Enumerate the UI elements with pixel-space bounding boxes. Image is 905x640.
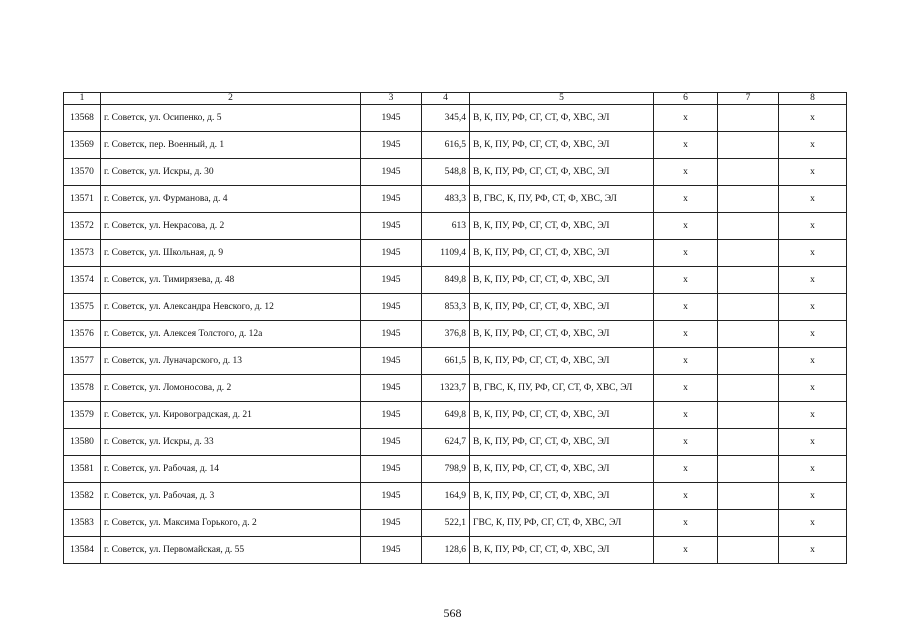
area-cell: 522,1 — [422, 510, 470, 537]
mark-cell-8: х — [779, 429, 847, 456]
mark-cell-6: х — [654, 402, 718, 429]
mark-cell-8: х — [779, 186, 847, 213]
year-cell: 1945 — [361, 240, 422, 267]
mark-cell-8: х — [779, 132, 847, 159]
mark-cell-7 — [718, 483, 779, 510]
area-cell: 376,8 — [422, 321, 470, 348]
record-number-cell: 13570 — [64, 159, 101, 186]
address-cell: г. Советск, пер. Военный, д. 1 — [101, 132, 361, 159]
mark-cell-6: х — [654, 375, 718, 402]
utilities-cell: В, К, ПУ, РФ, СГ, СТ, Ф, ХВС, ЭЛ — [470, 267, 654, 294]
mark-cell-6: х — [654, 105, 718, 132]
table-row — [64, 186, 847, 213]
column-header: 8 — [779, 93, 847, 105]
mark-cell-8: х — [779, 105, 847, 132]
mark-cell-8: х — [779, 321, 847, 348]
address-cell: г. Советск, ул. Первомайская, д. 55 — [101, 537, 361, 564]
year-cell: 1945 — [361, 132, 422, 159]
mark-cell-6: х — [654, 132, 718, 159]
address-cell: г. Советск, ул. Кировоградская, д. 21 — [101, 402, 361, 429]
utilities-cell: В, К, ПУ, РФ, СГ, СТ, Ф, ХВС, ЭЛ — [470, 159, 654, 186]
table-row — [64, 456, 847, 483]
column-header: 2 — [101, 93, 361, 105]
address-cell: г. Советск, ул. Ломоносова, д. 2 — [101, 375, 361, 402]
mark-cell-7 — [718, 267, 779, 294]
address-cell: г. Советск, ул. Осипенко, д. 5 — [101, 105, 361, 132]
utilities-cell: В, К, ПУ, РФ, СГ, СТ, Ф, ХВС, ЭЛ — [470, 213, 654, 240]
record-number-cell: 13584 — [64, 537, 101, 564]
table-row — [64, 321, 847, 348]
area-cell: 613 — [422, 213, 470, 240]
mark-cell-6: х — [654, 213, 718, 240]
mark-cell-6: х — [654, 348, 718, 375]
record-number-cell: 13573 — [64, 240, 101, 267]
mark-cell-7 — [718, 240, 779, 267]
column-header: 3 — [361, 93, 422, 105]
area-cell: 853,3 — [422, 294, 470, 321]
area-cell: 849,8 — [422, 267, 470, 294]
utilities-cell: В, К, ПУ, РФ, СГ, СТ, Ф, ХВС, ЭЛ — [470, 429, 654, 456]
address-cell: г. Советск, ул. Тимирязева, д. 48 — [101, 267, 361, 294]
area-cell: 661,5 — [422, 348, 470, 375]
mark-cell-7 — [718, 159, 779, 186]
record-number-cell: 13579 — [64, 402, 101, 429]
record-number-cell: 13581 — [64, 456, 101, 483]
year-cell: 1945 — [361, 429, 422, 456]
record-number-cell: 13577 — [64, 348, 101, 375]
mark-cell-8: х — [779, 213, 847, 240]
mark-cell-8: х — [779, 483, 847, 510]
utilities-cell: В, К, ПУ, РФ, СГ, СТ, Ф, ХВС, ЭЛ — [470, 240, 654, 267]
table-row — [64, 132, 847, 159]
mark-cell-7 — [718, 510, 779, 537]
record-number-cell: 13583 — [64, 510, 101, 537]
record-number-cell: 13568 — [64, 105, 101, 132]
column-header: 5 — [470, 93, 654, 105]
record-number-cell: 13569 — [64, 132, 101, 159]
year-cell: 1945 — [361, 186, 422, 213]
housing-registry-table — [63, 92, 847, 564]
table-row — [64, 105, 847, 132]
address-cell: г. Советск, ул. Луначарского, д. 13 — [101, 348, 361, 375]
utilities-cell: В, К, ПУ, РФ, СГ, СТ, Ф, ХВС, ЭЛ — [470, 537, 654, 564]
mark-cell-7 — [718, 213, 779, 240]
year-cell: 1945 — [361, 294, 422, 321]
utilities-cell: В, ГВС, К, ПУ, РФ, СТ, Ф, ХВС, ЭЛ — [470, 186, 654, 213]
utilities-cell: В, К, ПУ, РФ, СГ, СТ, Ф, ХВС, ЭЛ — [470, 483, 654, 510]
mark-cell-7 — [718, 375, 779, 402]
table-row — [64, 483, 847, 510]
year-cell: 1945 — [361, 402, 422, 429]
utilities-cell: В, К, ПУ, РФ, СГ, СТ, Ф, ХВС, ЭЛ — [470, 294, 654, 321]
mark-cell-8: х — [779, 240, 847, 267]
mark-cell-6: х — [654, 294, 718, 321]
mark-cell-6: х — [654, 429, 718, 456]
address-cell: г. Советск, ул. Искры, д. 33 — [101, 429, 361, 456]
year-cell: 1945 — [361, 510, 422, 537]
mark-cell-7 — [718, 294, 779, 321]
year-cell: 1945 — [361, 267, 422, 294]
area-cell: 624,7 — [422, 429, 470, 456]
mark-cell-6: х — [654, 483, 718, 510]
mark-cell-7 — [718, 456, 779, 483]
table-row — [64, 375, 847, 402]
page-number: 568 — [443, 606, 462, 620]
mark-cell-7 — [718, 132, 779, 159]
mark-cell-7 — [718, 105, 779, 132]
mark-cell-7 — [718, 348, 779, 375]
table-row — [64, 348, 847, 375]
utilities-cell: В, К, ПУ, РФ, СГ, СТ, Ф, ХВС, ЭЛ — [470, 132, 654, 159]
column-header: 6 — [654, 93, 718, 105]
address-cell: г. Советск, ул. Некрасова, д. 2 — [101, 213, 361, 240]
year-cell: 1945 — [361, 159, 422, 186]
column-header: 7 — [718, 93, 779, 105]
mark-cell-8: х — [779, 375, 847, 402]
utilities-cell: В, К, ПУ, РФ, СГ, СТ, Ф, ХВС, ЭЛ — [470, 402, 654, 429]
mark-cell-8: х — [779, 348, 847, 375]
table-row — [64, 537, 847, 564]
utilities-cell: В, К, ПУ, РФ, СГ, СТ, Ф, ХВС, ЭЛ — [470, 321, 654, 348]
year-cell: 1945 — [361, 483, 422, 510]
column-header: 1 — [64, 93, 101, 105]
table-row — [64, 267, 847, 294]
address-cell: г. Советск, ул. Рабочая, д. 14 — [101, 456, 361, 483]
utilities-cell: В, К, ПУ, РФ, СГ, СТ, Ф, ХВС, ЭЛ — [470, 105, 654, 132]
record-number-cell: 13574 — [64, 267, 101, 294]
record-number-cell: 13576 — [64, 321, 101, 348]
address-cell: г. Советск, ул. Рабочая, д. 3 — [101, 483, 361, 510]
mark-cell-8: х — [779, 510, 847, 537]
mark-cell-6: х — [654, 267, 718, 294]
area-cell: 128,6 — [422, 537, 470, 564]
utilities-cell: ГВС, К, ПУ, РФ, СГ, СТ, Ф, ХВС, ЭЛ — [470, 510, 654, 537]
utilities-cell: В, К, ПУ, РФ, СГ, СТ, Ф, ХВС, ЭЛ — [470, 348, 654, 375]
address-cell: г. Советск, ул. Алексея Толстого, д. 12а — [101, 321, 361, 348]
table-row — [64, 159, 847, 186]
year-cell: 1945 — [361, 213, 422, 240]
area-cell: 616,5 — [422, 132, 470, 159]
mark-cell-8: х — [779, 537, 847, 564]
mark-cell-6: х — [654, 240, 718, 267]
table-row — [64, 213, 847, 240]
area-cell: 649,8 — [422, 402, 470, 429]
area-cell: 548,8 — [422, 159, 470, 186]
mark-cell-6: х — [654, 321, 718, 348]
record-number-cell: 13571 — [64, 186, 101, 213]
mark-cell-7 — [718, 537, 779, 564]
utilities-cell: В, ГВС, К, ПУ, РФ, СГ, СТ, Ф, ХВС, ЭЛ — [470, 375, 654, 402]
record-number-cell: 13575 — [64, 294, 101, 321]
mark-cell-7 — [718, 429, 779, 456]
mark-cell-8: х — [779, 456, 847, 483]
address-cell: г. Советск, ул. Фурманова, д. 4 — [101, 186, 361, 213]
record-number-cell: 13582 — [64, 483, 101, 510]
mark-cell-8: х — [779, 402, 847, 429]
year-cell: 1945 — [361, 375, 422, 402]
address-cell: г. Советск, ул. Александра Невского, д. 12 — [101, 294, 361, 321]
record-number-cell: 13580 — [64, 429, 101, 456]
column-header: 4 — [422, 93, 470, 105]
area-cell: 1109,4 — [422, 240, 470, 267]
table-row — [64, 294, 847, 321]
header-row — [64, 93, 847, 105]
address-cell: г. Советск, ул. Школьная, д. 9 — [101, 240, 361, 267]
mark-cell-6: х — [654, 186, 718, 213]
area-cell: 483,3 — [422, 186, 470, 213]
mark-cell-7 — [718, 186, 779, 213]
table-body — [64, 105, 847, 564]
mark-cell-6: х — [654, 159, 718, 186]
year-cell: 1945 — [361, 321, 422, 348]
mark-cell-6: х — [654, 537, 718, 564]
area-cell: 1323,7 — [422, 375, 470, 402]
mark-cell-8: х — [779, 294, 847, 321]
address-cell: г. Советск, ул. Искры, д. 30 — [101, 159, 361, 186]
area-cell: 798,9 — [422, 456, 470, 483]
table-row — [64, 429, 847, 456]
year-cell: 1945 — [361, 456, 422, 483]
table-row — [64, 402, 847, 429]
address-cell: г. Советск, ул. Максима Горького, д. 2 — [101, 510, 361, 537]
mark-cell-8: х — [779, 267, 847, 294]
mark-cell-8: х — [779, 159, 847, 186]
year-cell: 1945 — [361, 537, 422, 564]
record-number-cell: 13572 — [64, 213, 101, 240]
year-cell: 1945 — [361, 348, 422, 375]
mark-cell-7 — [718, 321, 779, 348]
table-row — [64, 240, 847, 267]
table-row — [64, 510, 847, 537]
area-cell: 345,4 — [422, 105, 470, 132]
record-number-cell: 13578 — [64, 375, 101, 402]
area-cell: 164,9 — [422, 483, 470, 510]
mark-cell-6: х — [654, 456, 718, 483]
mark-cell-7 — [718, 402, 779, 429]
mark-cell-6: х — [654, 510, 718, 537]
year-cell: 1945 — [361, 105, 422, 132]
utilities-cell: В, К, ПУ, РФ, СГ, СТ, Ф, ХВС, ЭЛ — [470, 456, 654, 483]
